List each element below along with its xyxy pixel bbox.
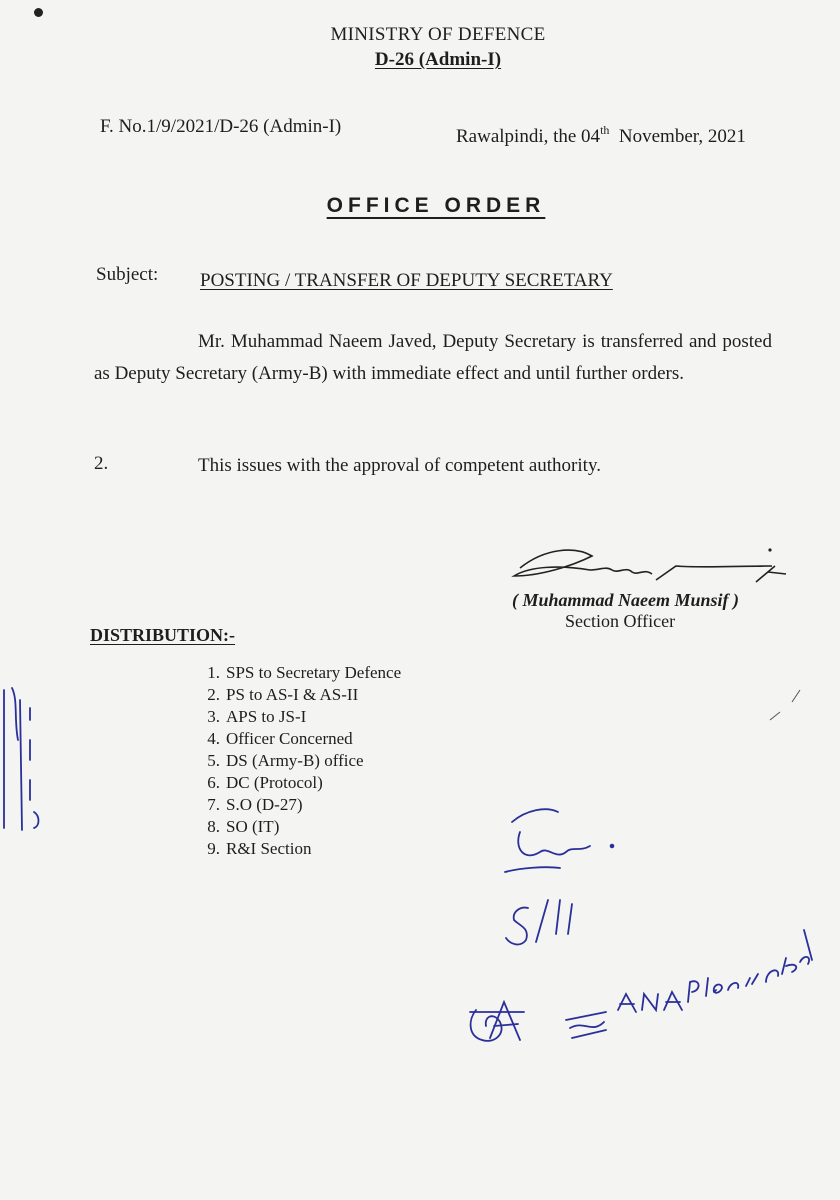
initials-scribble	[470, 992, 682, 1041]
list-item: 9. R&I Section	[207, 839, 312, 858]
document-title: OFFICE ORDER	[326, 194, 546, 217]
date-prefix: Rawalpindi, the 04	[456, 126, 601, 147]
date-suffix: November, 2021	[618, 126, 746, 147]
signatory-name: ( Muhammad Naeem Munsif )	[512, 590, 740, 610]
paragraph-2-number: 2.	[94, 453, 109, 474]
date-note-scribble	[505, 809, 613, 944]
body-paragraph-1: Mr. Muhammad Naeem Javed, Deputy Secretary is transferred and posted as Deputy Secretary (Army-B) with immediate effect and until further orders.	[94, 331, 772, 384]
body-paragraph-2: This issues with the approval of competent authority.	[198, 455, 601, 476]
section-code-text: D-26 (Admin-I)	[374, 49, 502, 70]
subject-label: Subject:	[96, 264, 159, 285]
list-item: 5. DS (Army-B) office	[207, 751, 364, 770]
list-item: 6. DC (Protocol)	[207, 773, 323, 792]
signatory-designation: Section Officer	[565, 611, 676, 631]
list-item: 4. Officer Concerned	[207, 729, 353, 748]
list-item: 2. PS to AS-I & AS-II	[207, 685, 359, 704]
list-item: 1. SPS to Secretary Defence	[207, 663, 402, 682]
file-number: F. No.1/9/2021/D-26 (Admin-I)	[100, 116, 342, 137]
margin-note-scribble	[4, 688, 39, 830]
list-item: 3. APS to JS-I	[207, 707, 307, 726]
date-superscript: th	[600, 123, 610, 137]
distribution-heading: DISTRIBUTION:-	[90, 625, 236, 645]
subject-text: POSTING / TRANSFER OF DEPUTY SECRETARY	[200, 270, 613, 291]
ministry-heading: MINISTRY OF DEFENCE	[330, 24, 546, 45]
list-item: 8. SO (IT)	[207, 817, 280, 836]
upload-instruction-scribble	[688, 930, 812, 1002]
list-item: 7. S.O (D-27)	[207, 795, 303, 814]
